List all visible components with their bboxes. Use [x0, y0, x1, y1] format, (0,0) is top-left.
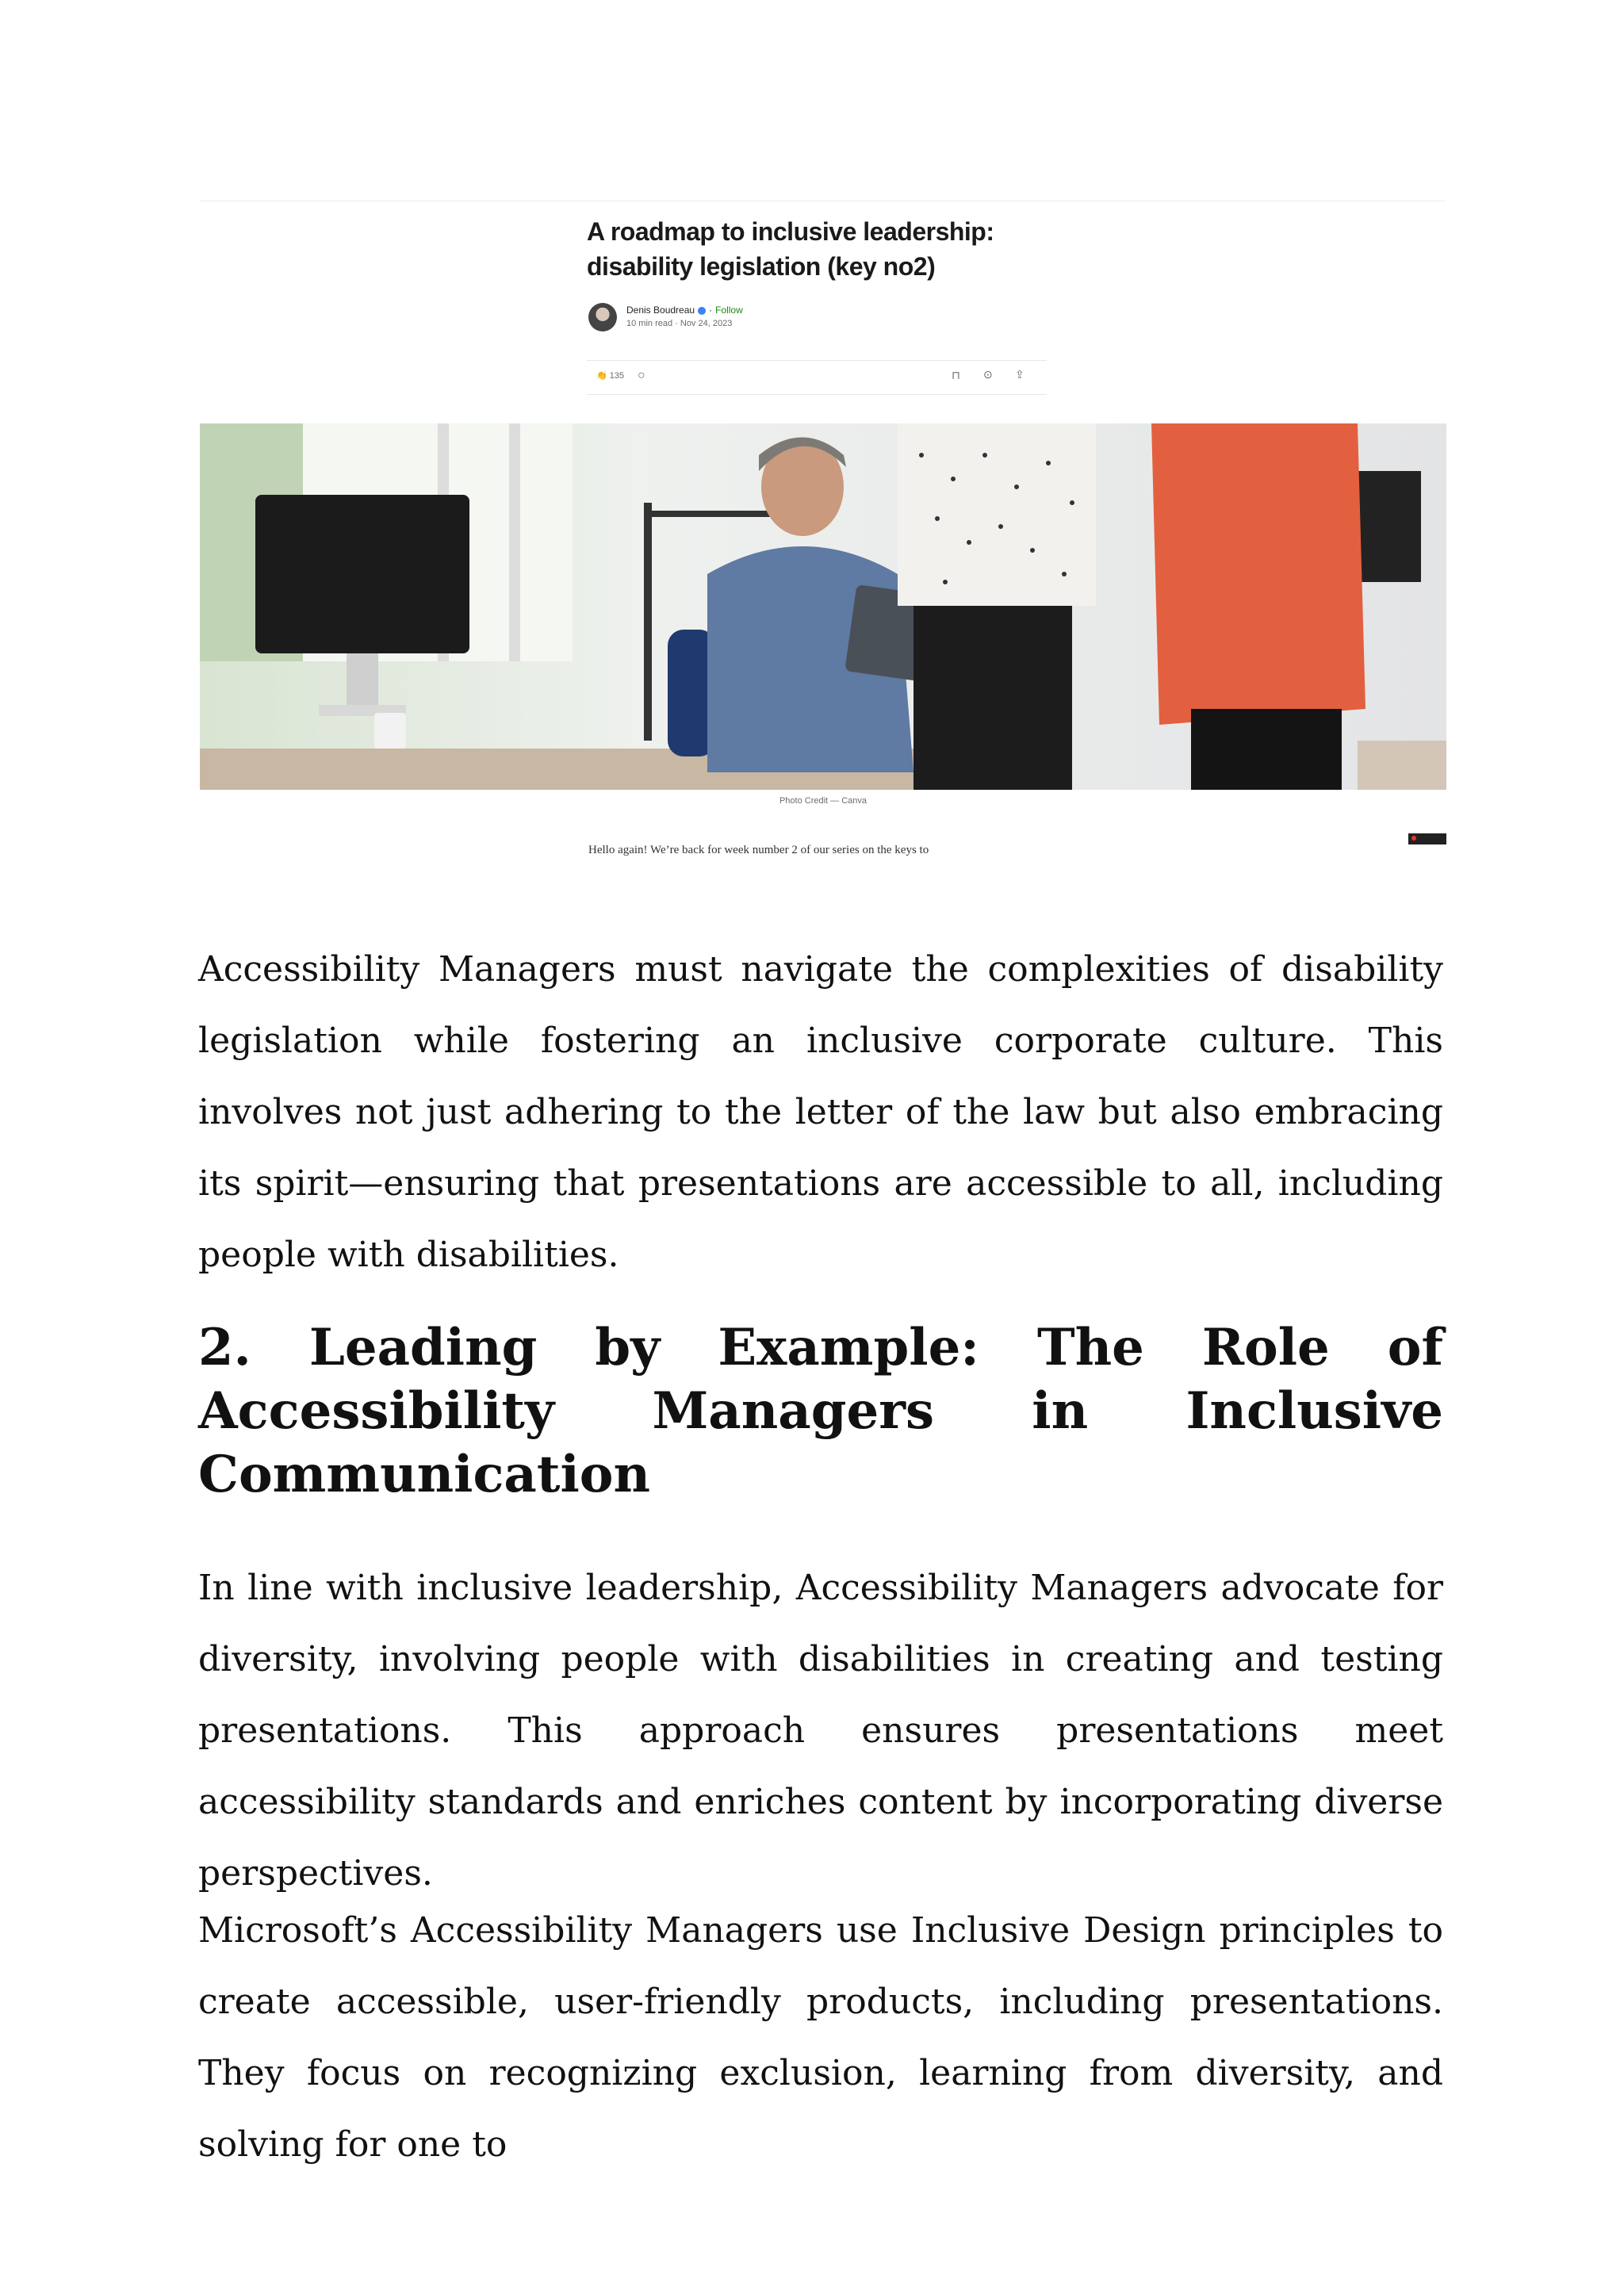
author-block [588, 303, 1064, 335]
publish-date: Nov 24, 2023 [680, 319, 733, 328]
embedded-article-screenshot [200, 201, 1450, 856]
bookmark-icon[interactable]: ⊓ [952, 369, 960, 381]
article-photo [200, 423, 1446, 790]
read-time: 10 min read [626, 319, 673, 328]
embedded-intro-text: Hello again! We’re back for week number 2 of our series on the keys to [588, 844, 929, 856]
paragraph-1: Accessibility Managers must navigate the complexities of disability legislation while fostering an inclusive corporate culture. This involves not just adhering to the letter of the law but also embracing its spirit—ensuring that presentations are accessible to all, including people with disabilities. [198, 949, 1443, 1275]
listen-icon[interactable]: ⊙ [983, 368, 993, 381]
comment-icon[interactable]: ○ [638, 369, 645, 382]
photo-caption: Photo Credit — Canva [779, 796, 868, 806]
clap-button[interactable] [596, 370, 624, 381]
title-line-2: disability legislation (key no2) [587, 252, 936, 281]
share-icon[interactable]: ⇪ [1015, 368, 1025, 381]
article-meta: 10 min read · Nov 24, 2023 [626, 319, 733, 328]
author-name[interactable]: Denis Boudreau [626, 304, 695, 316]
embedded-article-title [587, 214, 1142, 284]
author-line: Denis Boudreau · Follow [626, 304, 743, 316]
office-meeting-image [200, 423, 1446, 790]
screencast-badge: screencast [1408, 833, 1446, 844]
article-action-bar [587, 360, 1047, 395]
title-line-1: A roadmap to inclusive leadership: [587, 217, 994, 246]
section-heading: 2. Leading by Example: The Role of Accessibility Managers in Inclusive Communication [198, 1318, 1443, 1504]
paragraph-3: Microsoft’s Accessibility Managers use Inclusive Design principles to create accessible, user-friendly products, including presentations. They focus on recognizing exclusion, learning from diversity, and solving for one to [198, 1910, 1443, 2165]
follow-link[interactable]: Follow [715, 304, 743, 316]
clap-count: 135 [609, 371, 625, 381]
verified-badge-icon [698, 307, 706, 315]
clap-icon: 👏 [596, 371, 607, 381]
paragraph-2: In line with inclusive leadership, Accessibility Managers advocate for diversity, involving people with disabilities in creating and testing presentations. This approach ensures presentations meet accessibility standards and enriches content by incorporating diverse perspectives. [198, 1568, 1443, 1894]
avatar[interactable] [588, 303, 617, 331]
